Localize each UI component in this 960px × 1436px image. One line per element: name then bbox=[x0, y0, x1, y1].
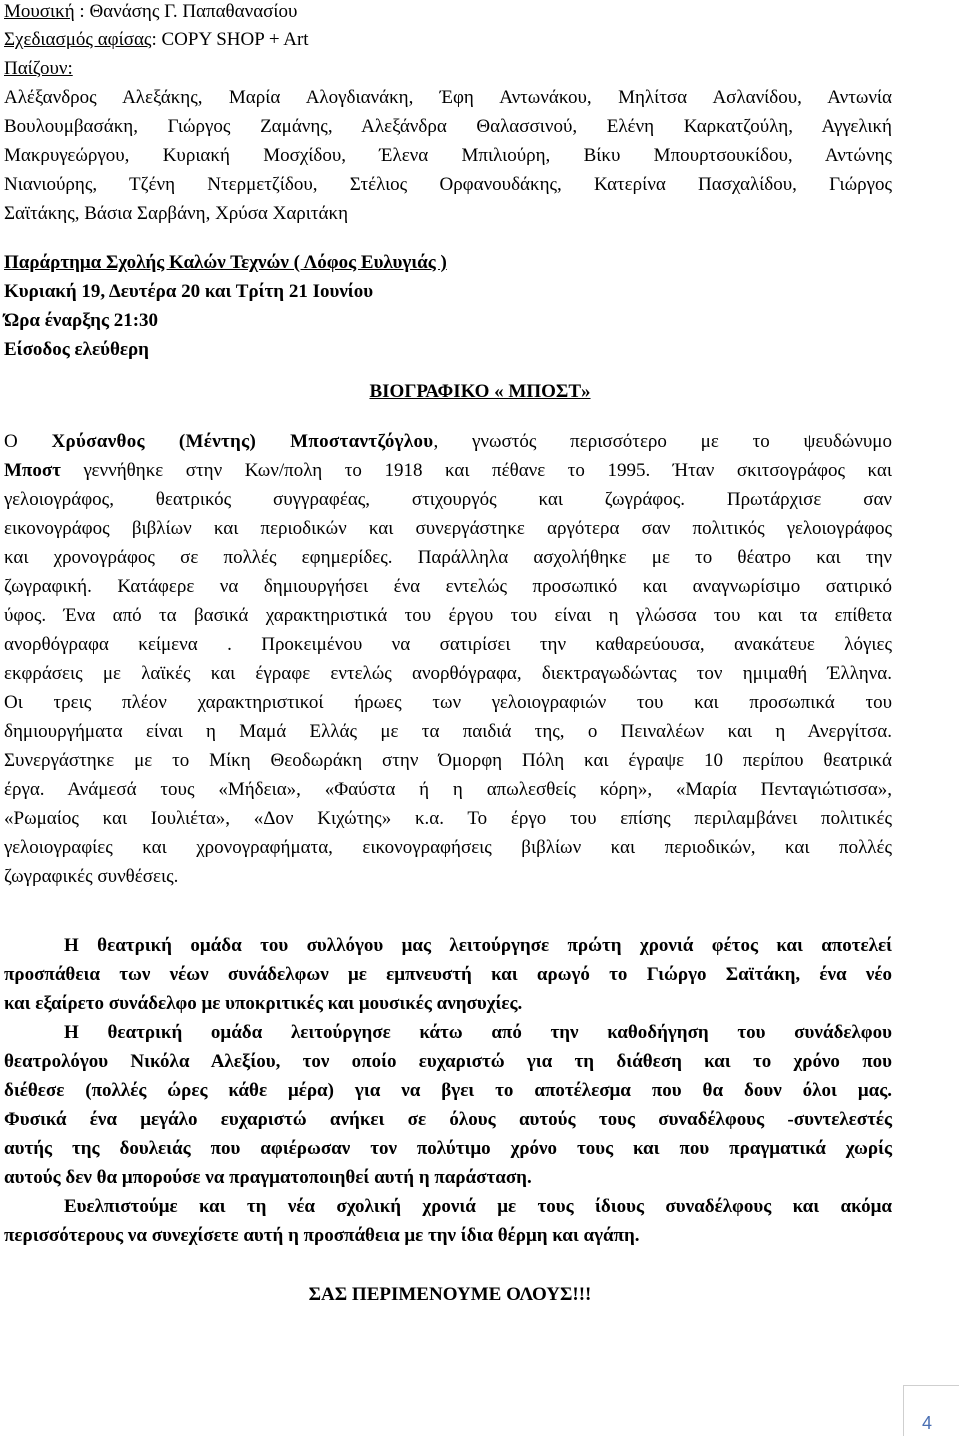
cast-line: Νιανιούρης, Τζένη Ντερμετζίδου, Στέλιος Ορφανουδάκης, Κατερίνα Πασχαλίδου, Γιώργος bbox=[4, 174, 892, 195]
closing-line: περισσότερους να συνεχίσετε αυτή η προσπάθεια με την ίδια θέρμη και αγάπη. bbox=[4, 1225, 640, 1246]
bio-line: «Ρωμαίος και Ιουλιέτα», «Δον Κιχώτης» κ.α. Το έργο του επίσης περιλαμβάνει πολιτικές bbox=[4, 808, 892, 829]
music-value: Θανάσης Γ. Παπαθανασίου bbox=[89, 1, 298, 22]
bio-line: εικονογράφος βιβλίων και περιοδικών και συνεργάστηκε αργότερα σαν πολιτικός γελοιογράφος bbox=[4, 518, 892, 539]
closing-line: προσπάθεια των νέων συνάδελφων με εμπνευστή και αρωγό το Γιώργο Σαϊτάκη, ένα νέο bbox=[4, 964, 892, 985]
closing-line: αυτούς δεν θα μπορούσε να πραγματοποιηθεί αυτή η παράσταση. bbox=[4, 1167, 532, 1188]
bio-line: έργα. Ανάμεσά τους «Μήδεια», «Φαύστα ή η απωλεσθείς κόρη», «Μαρία Πενταγιώτισσα», bbox=[4, 779, 892, 800]
closing-line: θεατρολόγου Νικόλα Αλεξίου, τον οποίο ευχαριστώ για τη διάθεση και το χρόνο που bbox=[4, 1051, 892, 1072]
closing-line: Φυσικά ένα μεγάλο ευχαριστώ ανήκει σε όλους αυτούς τους συναδέλφους -συντελεστές bbox=[4, 1109, 892, 1130]
bio-line: ανορθόγραφα κείμενα . Προκειμένου να σατιρίσει την καθαρεύουσα, ανακάτευε λόγιες bbox=[4, 634, 892, 655]
bio-line: ζωγραφική. Κατάφερε να δημιουργήσει ένα εντελώς προσωπικό και αναγνωρίσιμο σατιρικό bbox=[4, 576, 892, 597]
closing-line: αυτής της δουλειάς που αφιέρωσαν τον πολύτιμο χρόνο τους και που πραγματικά χωρίς bbox=[4, 1138, 892, 1159]
bio-name: Χρύσανθος (Μέντης) Μποσταντζόγλου bbox=[51, 431, 434, 452]
music-label: Μουσική bbox=[4, 1, 75, 22]
closing-line: διέθεσε (πολλές ώρες κάθε μέρα) για να βγει το αποτέλεσμα που θα δουν όλοι μας. bbox=[4, 1080, 892, 1101]
bio-line: και χρονογράφος σε πολλές εφημερίδες. Παράλληλα ασχολήθηκε με το θέατρο και την bbox=[4, 547, 892, 568]
bio-line: Μποστ γεννήθηκε στην Κων/πολη το 1918 και πέθανε το 1995. Ήταν σκιτσογράφος και bbox=[4, 460, 892, 481]
signoff: ΣΑΣ ΠΕΡΙΜΕΝΟΥΜΕ ΟΛΟΥΣ!!! bbox=[308, 1284, 592, 1305]
bio-line: γελοιογράφος, θεατρικός συγγραφέας, στιχουργός και ζωγράφος. Πρωτάρχισε σαν bbox=[4, 489, 892, 510]
closing-line: Η θεατρική ομάδα λειτούργησε κάτω από την καθοδήγηση του συνάδελφου bbox=[64, 1022, 892, 1043]
cast-line: Αλέξανδρος Αλεξάκης, Μαρία Αλογδιανάκη, Έφη Αντωνάκου, Μηλίτσα Ασλανίδου, Αντωνία bbox=[4, 87, 892, 108]
page-number: 4 bbox=[922, 1413, 933, 1433]
event-venue: Παράρτημα Σχολής Καλών Τεχνών ( Λόφος Ευλυγιάς ) bbox=[4, 252, 447, 273]
bio-line: ζωγραφικές συνθέσεις. bbox=[4, 866, 179, 887]
cast-label: Παίζουν: bbox=[4, 58, 73, 79]
closing-line: Ευελπιστούμε και τη νέα σχολική χρονιά με τους ίδιους συναδέλφους και ακόμα bbox=[64, 1196, 892, 1217]
event-dates: Κυριακή 19, Δευτέρα 20 και Τρίτη 21 Ιουνίου bbox=[4, 281, 374, 302]
bio-line: Συνεργάστηκε με το Μίκη Θεοδωράκη στην Όμορφη Πόλη και έγραψε 10 περίπου θεατρικά bbox=[4, 750, 892, 771]
cast-line: Βουλουμβασάκη, Γιώργος Ζαμάνης, Αλεξάνδρα Θαλασσινού, Ελένη Καρκατζούλη, Αγγελική bbox=[4, 116, 892, 137]
event-entry: Είσοδος ελεύθερη bbox=[4, 339, 149, 360]
bio-line: δημιουργήματα είναι η Μαμά Ελλάς με τα παιδιά της, ο Πειναλέων και η Ανεργίτσα. bbox=[4, 721, 892, 742]
bio-line: Ο Χρύσανθος (Μέντης) Μποσταντζόγλου, γνωστός περισσότερο με το ψευδώνυμο bbox=[4, 431, 892, 452]
music-credit: Μουσική : Θανάσης Γ. Παπαθανασίου bbox=[4, 1, 298, 22]
closing-line: και εξαίρετο συνάδελφο με υποκριτικές και μουσικές ανησυχίες. bbox=[4, 993, 523, 1014]
bio-line: Οι τρεις πλέον χαρακτηριστικοί ήρωες των γελοιογραφιών του και προσωπικά του bbox=[4, 692, 892, 713]
bio-line: ύφος. Ένα από τα βασικά χαρακτηριστικά του έργου του είναι η γλώσσα του και τα επίθετα bbox=[4, 605, 892, 626]
bio-heading: ΒΙΟΓΡΑΦΙΚΟ « ΜΠΟΣΤ» bbox=[369, 381, 591, 402]
poster-label: Σχεδιασμός αφίσας bbox=[4, 29, 152, 50]
bio-pseudonym: Μποστ bbox=[4, 460, 61, 481]
event-start-time: Ώρα έναρξης 21:30 bbox=[4, 310, 159, 331]
poster-value: COPY SHOP + Art bbox=[161, 29, 309, 50]
bio-line: γελοιογραφίες και χρονογραφήματα, εικονογραφήσεις βιβλίων και περιοδικών, και πολλές bbox=[4, 837, 892, 858]
bio-line: εκφράσεις με λαϊκές και έγραφε εντελώς ανορθόγραφα, διεκτραγωδώντας τον ημιμαθή Έλληνα. bbox=[4, 663, 892, 684]
poster-credit: Σχεδιασμός αφίσας: COPY SHOP + Art bbox=[4, 29, 309, 50]
cast-line: Μακρυγεώργου, Κυριακή Μοσχίδου, Έλενα Μπιλιούρη, Βίκυ Μπουρτσουκίδου, Αντώνης bbox=[4, 145, 892, 166]
closing-line: Η θεατρική ομάδα του συλλόγου μας λειτούργησε πρώτη χρονιά φέτος και αποτελεί bbox=[64, 935, 892, 956]
cast-line: Σαϊτάκης, Βάσια Σαρβάνη, Χρύσα Χαριτάκη bbox=[4, 203, 349, 224]
